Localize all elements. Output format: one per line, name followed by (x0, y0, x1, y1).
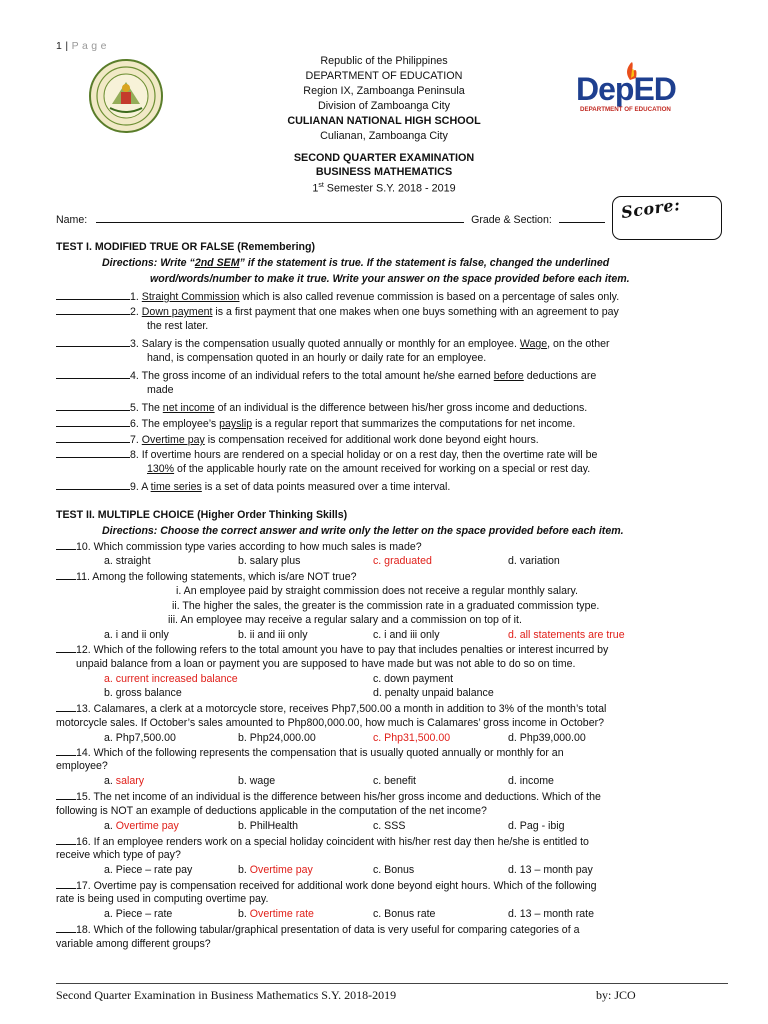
choice-c: c. i and iii only (373, 629, 440, 641)
mc-item-12-cont: unpaid balance from a loan or payment you are supposed to have made but was not able to do so on time. (76, 658, 576, 670)
choice-c: c. Bonus rate (373, 908, 436, 920)
choice-c-answer: c. Php31,500.00 (373, 732, 451, 744)
test1-directions-cont: word/words/number to make it true. Write your answer on the space provided before each item. (150, 273, 630, 285)
answer-blank[interactable] (56, 878, 76, 889)
choice-b: b. ii and iii only (238, 629, 308, 641)
mc-item-17-cont: rate is being used in computing overtime pay. (56, 893, 269, 905)
answer-blank[interactable] (56, 745, 76, 756)
answer-blank[interactable] (56, 447, 130, 458)
tf-item-5: 5. The net income of an individual is the difference between his/her gross income and deductions. (56, 400, 587, 415)
tf-item-8-cont: 130% of the applicable hourly rate on the amount received for working on a special or rest day. (147, 463, 591, 475)
score-label: Score: (619, 194, 682, 223)
header-division: Division of Zamboanga City (317, 100, 451, 112)
choice-d: d. Pag - ibig (508, 820, 565, 832)
choice-a: a. Php7,500.00 (104, 732, 176, 744)
grade-section-label: Grade & Section: (471, 214, 552, 226)
tf-item-4-cont: made (147, 384, 174, 396)
choice-a: a. Piece – rate (104, 908, 173, 920)
choice-a-answer: a. current increased balance (104, 673, 238, 685)
choice-a-answer: a. Overtime pay (104, 820, 179, 832)
score-box[interactable] (612, 196, 722, 240)
exam-subject: BUSINESS MATHEMATICS (315, 165, 453, 178)
tf-item-7: 7. Overtime pay is compensation received for additional work done beyond eight hours. (56, 432, 539, 447)
header-region: Region IX, Zamboanga Peninsula (303, 85, 465, 97)
choice-a: a. i and ii only (104, 629, 169, 641)
answer-blank[interactable] (56, 834, 76, 845)
mc-item-15: 15. The net income of an individual is the difference between his/her gross income and deductions. Which of the (56, 789, 601, 804)
choice-b-answer: b. Overtime pay (238, 864, 313, 876)
answer-blank[interactable] (56, 479, 130, 490)
header-school: CULIANAN NATIONAL HIGH SCHOOL (287, 115, 481, 127)
name-field-row (56, 212, 605, 227)
choice-d: d. Php39,000.00 (508, 732, 586, 744)
footer-divider (56, 983, 728, 984)
tf-item-4: 4. The gross income of an individual refers to the total amount he/she earned before deductions are (56, 368, 596, 383)
answer-blank[interactable] (56, 539, 76, 550)
choice-c: c. down payment (373, 673, 454, 685)
choice-a: a. straight (104, 555, 151, 567)
choice-d: d. variation (508, 555, 560, 567)
header-department: DEPARTMENT OF EDUCATION (305, 70, 463, 82)
statement-iii: iii. An employee may receive a regular salary and a commission on top of it. (168, 614, 522, 626)
test2-directions: Directions: Choose the correct answer and write only the letter on the space provided before each item. (102, 525, 624, 537)
answer-blank[interactable] (56, 432, 130, 443)
answer-blank[interactable] (56, 701, 76, 712)
letterhead (0, 54, 768, 144)
mc-item-13: 13. Calamares, a clerk at a motorcycle store, receives Php7,500.00 a month in addition to 3% of the month’s total (56, 701, 606, 716)
mc-item-18-cont: variable among different groups? (56, 938, 211, 950)
footer-author: by: JCO (596, 988, 636, 1002)
mc-item-18: 18. Which of the following tabular/graphical presentation of data is very useful for comparing categories of a (56, 922, 579, 937)
answer-blank[interactable] (56, 304, 130, 315)
choice-b: b. PhilHealth (238, 820, 299, 832)
statement-ii: ii. The higher the sales, the greater is the commission rate in a graduated commission type. (172, 600, 600, 612)
exam-title-block (0, 152, 768, 196)
mc-item-11: 11. Among the following statements, which is/are NOT true? (56, 569, 356, 584)
answer-blank[interactable] (56, 400, 130, 411)
mc-item-17: 17. Overtime pay is compensation received for additional work done beyond eight hours. Which of the following (56, 878, 597, 893)
tf-item-2: 2. Down payment is a first payment that one makes when one buys something with an agreement to pay (56, 304, 619, 319)
tf-item-3-cont: hand, is compensation quoted in an hourly or daily rate for an employee. (147, 352, 487, 364)
choice-c: c. SSS (373, 820, 406, 832)
name-field[interactable] (96, 212, 464, 223)
tf-item-9: 9. A time series is a set of data points measured over a time interval. (56, 479, 450, 494)
statement-i: i. An employee paid by straight commission does not receive a regular monthly salary. (176, 585, 578, 597)
choice-c: c. benefit (373, 775, 416, 787)
choice-b: b. salary plus (238, 555, 301, 567)
name-label: Name: (56, 214, 88, 226)
answer-blank[interactable] (56, 368, 130, 379)
mc-item-14-cont: employee? (56, 760, 108, 772)
deped-subtitle: DEPARTMENT OF EDUCATION (580, 106, 671, 113)
choice-a: a. Piece – rate pay (104, 864, 193, 876)
choice-d-answer: d. all statements are true (508, 629, 625, 641)
page-number: 1 | P a g e (56, 40, 107, 52)
choice-d: d. 13 – month rate (508, 908, 594, 920)
footer-title: Second Quarter Examination in Business Mathematics S.Y. 2018-2019 (56, 988, 397, 1002)
test1-directions: Directions: Write “2nd SEM” if the statement is true. If the statement is false, changed the underlined (102, 257, 610, 269)
choice-c-answer: c. graduated (373, 555, 432, 567)
mc-item-12: 12. Which of the following refers to the total amount you have to pay that includes penalties or interest incurred by (56, 642, 608, 657)
choice-b: b. Php24,000.00 (238, 732, 316, 744)
choice-a-answer: a. salary (104, 775, 145, 787)
tf-item-3: 3. Salary is the compensation usually quoted annually or monthly for an employee. Wage, on the other (56, 336, 610, 351)
choice-b: b. wage (238, 775, 276, 787)
answer-blank[interactable] (56, 789, 76, 800)
grade-section-field[interactable] (559, 212, 605, 223)
choice-c: c. Bonus (373, 864, 415, 876)
choice-d: d. income (508, 775, 554, 787)
exam-title: SECOND QUARTER EXAMINATION (293, 152, 475, 164)
tf-item-8: 8. If overtime hours are rendered on a special holiday or on a rest day, then the overtime rate will be (56, 447, 597, 462)
mc-item-10: 10. Which commission type varies according to how much sales is made? (56, 539, 422, 554)
tf-item-1: 1. Straight Commission which is also called revenue commission is based on a percentage of sales only. (56, 289, 619, 304)
header-republic: Republic of the Philippines (320, 55, 448, 67)
answer-blank[interactable] (56, 336, 130, 347)
answer-blank[interactable] (56, 922, 76, 933)
tf-item-2-cont: the rest later. (147, 320, 209, 332)
header-address: Culianan, Zamboanga City (320, 130, 448, 142)
mc-item-13-cont: motorcycle sales. If October’s sales amounted to Php800,000.00, how much is Calamares’ gross income in October? (56, 717, 605, 729)
deped-wordmark: DepED (576, 71, 676, 107)
answer-blank[interactable] (56, 289, 130, 300)
mc-item-15-cont: following is NOT an example of deductions applicable in the computation of the net income? (56, 805, 487, 817)
answer-blank[interactable] (56, 642, 76, 653)
mc-item-14: 14. Which of the following represents the compensation that is usually quoted annually or monthly for an (56, 745, 564, 760)
tf-item-6: 6. The employee’s payslip is a regular report that summarizes the computations for net income. (56, 416, 575, 431)
exam-semester: 1st Semester S.Y. 2018 - 2019 (312, 182, 456, 195)
answer-blank[interactable] (56, 416, 130, 427)
choice-d: d. 13 – month pay (508, 864, 593, 876)
mc-item-16: 16. If an employee renders work on a special holiday coincident with his/her rest day then he/she is entitled to (56, 834, 589, 849)
answer-blank[interactable] (56, 569, 76, 580)
test2-heading: TEST II. MULTIPLE CHOICE (Higher Order Thinking Skills) (56, 509, 348, 521)
choice-b: b. gross balance (104, 687, 182, 699)
test1-heading: TEST I. MODIFIED TRUE OR FALSE (Remembering) (56, 241, 315, 253)
choice-d: d. penalty unpaid balance (373, 687, 494, 699)
mc-item-16-cont: receive which type of pay? (56, 849, 181, 861)
choice-b-answer: b. Overtime rate (238, 908, 314, 920)
